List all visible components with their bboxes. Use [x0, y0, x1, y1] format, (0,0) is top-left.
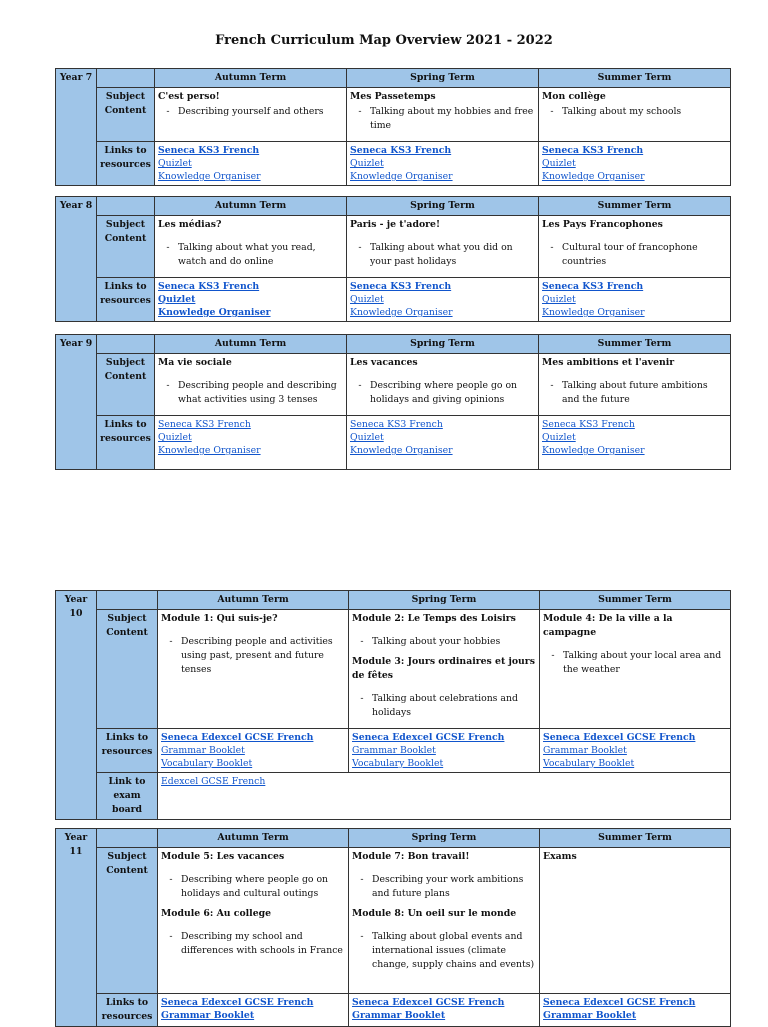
resource-link[interactable]: Grammar Booklet — [352, 1010, 446, 1021]
links-cell — [155, 142, 347, 186]
row-label-subject: Subject Content — [97, 610, 158, 729]
links-cell — [349, 994, 540, 1027]
bullet-item: - Describing your work ambitions and future plans — [360, 874, 524, 899]
links-cell — [347, 278, 539, 322]
content-cell — [158, 610, 349, 729]
content-cell — [347, 354, 539, 416]
resource-link[interactable]: Seneca Edexcel GCSE French — [543, 732, 696, 743]
year-11-table — [55, 828, 731, 1027]
year-label: Year 10 — [56, 591, 97, 820]
content-cell — [158, 848, 349, 994]
resource-link[interactable]: Quizlet — [542, 158, 576, 169]
links-cell — [540, 729, 731, 773]
links-cell — [539, 142, 731, 186]
content-cell — [539, 88, 731, 142]
links-cell — [155, 278, 347, 322]
content-cell — [349, 848, 540, 994]
content-cell — [540, 848, 731, 994]
row-label-subject: Subject Content — [97, 848, 158, 994]
resource-link[interactable]: Quizlet — [350, 432, 384, 443]
unit-title: Module 5: Les vacances — [161, 851, 285, 862]
resource-link[interactable]: Quizlet — [542, 432, 576, 443]
year-7-table — [55, 68, 731, 186]
term-header: Autumn Term — [155, 335, 347, 354]
row-label-links: Links to resources — [97, 142, 155, 186]
bullet-item: - Talking about what you read, watch and do online — [166, 242, 316, 267]
bullet-item: - Describing my school and differences with schools in France — [169, 931, 343, 956]
content-cell — [539, 216, 731, 278]
corner-cell — [97, 829, 158, 848]
bullet-item: - Talking about celebrations and holidays — [360, 693, 518, 718]
unit-title: Module 3: Jours ordinaires et jours de fêtes — [352, 656, 535, 681]
resource-link[interactable]: Seneca KS3 French — [158, 419, 251, 430]
row-label-links: Links to resources — [97, 994, 158, 1027]
links-cell — [155, 416, 347, 470]
resource-link[interactable]: Seneca KS3 French — [350, 419, 443, 430]
row-label-subject: Subject Content — [97, 88, 155, 142]
unit-title: Les vacances — [350, 357, 418, 368]
bullet-item: - Describing where people go on holidays and cultural outings — [169, 874, 329, 899]
resource-link[interactable]: Grammar Booklet — [352, 745, 436, 756]
year-label: Year 8 — [56, 197, 97, 322]
resource-link[interactable]: Seneca Edexcel GCSE French — [161, 997, 314, 1008]
resource-link[interactable]: Quizlet — [158, 432, 192, 443]
row-label-links: Links to resources — [97, 278, 155, 322]
year-9-table — [55, 334, 731, 470]
row-label-subject: Subject Content — [97, 216, 155, 278]
unit-title: Module 7: Bon travail! — [352, 851, 470, 862]
unit-title: Module 2: Le Temps des Loisirs — [352, 613, 516, 624]
content-cell — [347, 216, 539, 278]
unit-title: Paris - je t'adore! — [350, 219, 441, 230]
term-header: Spring Term — [349, 829, 540, 848]
term-header: Spring Term — [347, 335, 539, 354]
links-cell — [349, 729, 540, 773]
resource-link[interactable]: Knowledge Organiser — [542, 307, 645, 318]
bullet-item: - Talking about your hobbies — [360, 636, 501, 647]
links-cell — [540, 994, 731, 1027]
unit-title: Module 1: Qui suis-je? — [161, 613, 278, 624]
exam-board-cell — [158, 773, 731, 820]
resource-link[interactable]: Knowledge Organiser — [350, 171, 453, 182]
resource-link[interactable]: Grammar Booklet — [543, 745, 627, 756]
links-cell — [158, 994, 349, 1027]
exam-board-link[interactable]: Edexcel GCSE French — [161, 776, 266, 787]
corner-cell — [97, 69, 155, 88]
row-label-links: Links to resources — [97, 729, 158, 773]
row-label-subject: Subject Content — [97, 354, 155, 416]
resource-link[interactable]: Knowledge Organiser — [350, 307, 453, 318]
resource-link[interactable]: Quizlet — [350, 294, 384, 305]
bullet-item: - Talking about my hobbies and free time — [358, 106, 534, 131]
bullet-item: - Talking about future ambitions and the future — [550, 380, 708, 405]
resource-link[interactable]: Knowledge Organiser — [158, 307, 271, 318]
corner-cell — [97, 197, 155, 216]
bullet-item: - Talking about your local area and the weather — [551, 650, 722, 675]
bullet-item: - Describing yourself and others — [166, 106, 324, 117]
resource-link[interactable]: Seneca Edexcel GCSE French — [161, 732, 314, 743]
term-header: Autumn Term — [158, 591, 349, 610]
bullet-item: - Describing people and describing what activities using 3 tenses — [166, 380, 337, 405]
resource-link[interactable]: Seneca KS3 French — [158, 281, 260, 292]
unit-title: Mes ambitions et l'avenir — [542, 357, 675, 368]
resource-link[interactable]: Seneca Edexcel GCSE French — [543, 997, 696, 1008]
resource-link[interactable]: Seneca Edexcel GCSE French — [352, 997, 505, 1008]
term-header: Summer Term — [539, 335, 731, 354]
bullet-item: - Describing people and activities using past, present and future tenses — [169, 636, 333, 675]
term-header: Autumn Term — [155, 197, 347, 216]
bullet-item: - Talking about what you did on your past holidays — [358, 242, 513, 267]
resource-link[interactable]: Knowledge Organiser — [542, 171, 645, 182]
unit-title: Les Pays Francophones — [542, 219, 663, 230]
resource-link[interactable]: Quizlet — [158, 158, 192, 169]
unit-title: Module 6: Au college — [161, 908, 272, 919]
resource-link[interactable]: Vocabulary Booklet — [543, 758, 635, 769]
term-header: Spring Term — [347, 69, 539, 88]
term-header: Summer Term — [539, 69, 731, 88]
unit-title: Mon collège — [542, 91, 606, 102]
bullet-item: - Talking about my schools — [550, 106, 682, 117]
content-cell — [347, 88, 539, 142]
unit-title: Module 4: De la ville a la campagne — [543, 613, 673, 638]
year-label: Year 9 — [56, 335, 97, 470]
term-header: Autumn Term — [155, 69, 347, 88]
links-cell — [347, 416, 539, 470]
unit-title: Mes Passetemps — [350, 91, 436, 102]
corner-cell — [97, 591, 158, 610]
unit-title: Ma vie sociale — [158, 357, 232, 368]
links-cell — [347, 142, 539, 186]
year-label: Year 11 — [56, 829, 97, 1027]
content-cell — [540, 610, 731, 729]
resource-link[interactable]: Seneca KS3 French — [350, 281, 452, 292]
bullet-item: - Describing where people go on holidays and giving opinions — [358, 380, 518, 405]
unit-title: Exams — [543, 851, 577, 862]
content-cell — [349, 610, 540, 729]
resource-link[interactable]: Seneca KS3 French — [542, 145, 644, 156]
year-10-table — [55, 590, 731, 820]
unit-title: C'est perso! — [158, 91, 220, 102]
links-cell — [539, 278, 731, 322]
resource-link[interactable]: Seneca KS3 French — [158, 145, 260, 156]
term-header: Summer Term — [539, 197, 731, 216]
resource-link[interactable]: Vocabulary Booklet — [161, 758, 253, 769]
resource-link[interactable]: Grammar Booklet — [543, 1010, 637, 1021]
term-header: Spring Term — [349, 591, 540, 610]
content-cell — [155, 354, 347, 416]
resource-link[interactable]: Quizlet — [350, 158, 384, 169]
unit-title: Module 8: Un oeil sur le monde — [352, 908, 517, 919]
content-cell — [539, 354, 731, 416]
resource-link[interactable]: Knowledge Organiser — [542, 445, 645, 456]
content-cell — [155, 88, 347, 142]
row-label-exam: Link to exam board — [97, 773, 158, 820]
resource-link[interactable]: Knowledge Organiser — [158, 445, 261, 456]
resource-link[interactable]: Seneca KS3 French — [542, 281, 644, 292]
bullet-item: - Talking about global events and international issues (climate change, supply chains and events) — [360, 931, 535, 970]
bullet-item: - Cultural tour of francophone countries — [550, 242, 698, 267]
links-cell — [158, 729, 349, 773]
page-title: French Curriculum Map Overview 2021 - 2022 — [215, 33, 553, 48]
resource-link[interactable]: Seneca KS3 French — [542, 419, 635, 430]
corner-cell — [97, 335, 155, 354]
resource-link[interactable]: Quizlet — [158, 294, 196, 305]
resource-link[interactable]: Vocabulary Booklet — [352, 758, 444, 769]
year-label: Year 7 — [56, 69, 97, 186]
unit-title: Les médias? — [158, 219, 222, 230]
year-8-table — [55, 196, 731, 322]
row-label-links: Links to resources — [97, 416, 155, 470]
links-cell — [539, 416, 731, 470]
term-header: Autumn Term — [158, 829, 349, 848]
resource-link[interactable]: Seneca KS3 French — [350, 145, 452, 156]
term-header: Summer Term — [540, 591, 731, 610]
term-header: Spring Term — [347, 197, 539, 216]
content-cell — [155, 216, 347, 278]
resource-link[interactable]: Grammar Booklet — [161, 745, 245, 756]
resource-link[interactable]: Seneca Edexcel GCSE French — [352, 732, 505, 743]
resource-link[interactable]: Grammar Booklet — [161, 1010, 255, 1021]
resource-link[interactable]: Knowledge Organiser — [158, 171, 261, 182]
resource-link[interactable]: Knowledge Organiser — [350, 445, 453, 456]
term-header: Summer Term — [540, 829, 731, 848]
resource-link[interactable]: Quizlet — [542, 294, 576, 305]
